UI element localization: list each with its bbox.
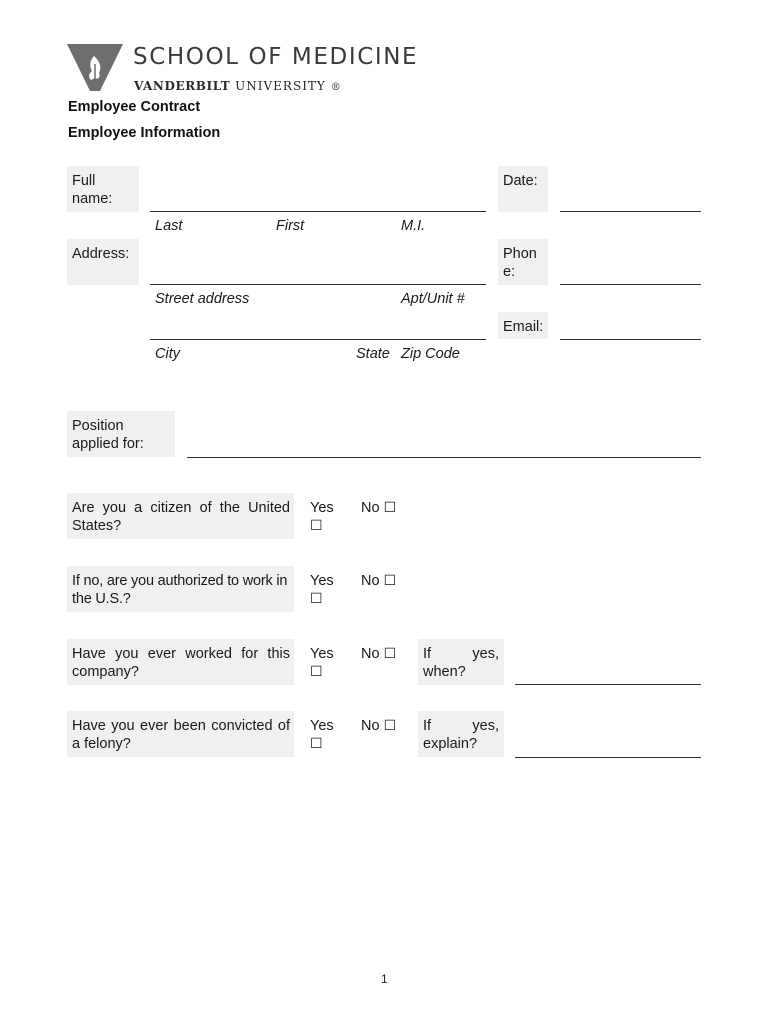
- email-label: Email:: [503, 319, 544, 335]
- yes-checkbox[interactable]: ☐: [310, 518, 323, 534]
- last-name-caption: Last: [155, 218, 183, 234]
- question-authorized-text: If no, are you authorized to work in the U.S.?: [72, 573, 288, 607]
- apt-unit-caption: Apt/Unit #: [401, 291, 465, 307]
- followup-when-label: If yes, when?: [423, 646, 499, 680]
- followup-when-input[interactable]: [515, 684, 701, 685]
- yes-label: Yes: [310, 500, 334, 516]
- no-checkbox[interactable]: ☐: [383, 718, 397, 734]
- yes-label: Yes: [310, 646, 334, 662]
- no-checkbox[interactable]: ☐: [383, 573, 397, 589]
- university-name-rest: UNIVERSITY: [235, 79, 326, 93]
- school-title: SCHOOL OF MEDICINE: [133, 44, 419, 70]
- middle-initial-caption: M.I.: [401, 218, 426, 234]
- yes-label: Yes: [310, 573, 334, 589]
- yes-checkbox[interactable]: ☐: [310, 591, 323, 607]
- phone-input[interactable]: [560, 284, 701, 285]
- city-state-zip-input[interactable]: [150, 339, 486, 340]
- section-title: Employee Information: [68, 125, 221, 141]
- page-number: 1: [381, 972, 388, 986]
- state-caption: State: [356, 346, 390, 362]
- followup-explain-label: If yes, explain?: [423, 718, 499, 752]
- question-citizen-text: Are you a citizen of the United States?: [72, 500, 290, 534]
- full-name-label: Full name:: [72, 173, 113, 207]
- question-worked-yes[interactable]: [310, 645, 346, 681]
- vanderbilt-v-logo: [67, 44, 123, 92]
- university-name: [134, 79, 342, 93]
- yes-checkbox[interactable]: ☐: [310, 664, 323, 680]
- no-checkbox[interactable]: ☐: [383, 646, 397, 662]
- followup-explain-input[interactable]: [515, 757, 701, 758]
- university-name-bold: VANDERBILT: [134, 79, 231, 93]
- question-citizen-yes[interactable]: [310, 499, 346, 535]
- date-label: Date:: [503, 173, 538, 189]
- zip-code-caption: Zip Code: [401, 346, 460, 362]
- phone-label: Phone:: [503, 246, 537, 280]
- street-address-input[interactable]: [150, 284, 486, 285]
- question-worked-no[interactable]: [361, 645, 396, 663]
- question-felony-text: Have you ever been convicted of a felony?: [72, 718, 290, 752]
- question-felony-no[interactable]: [361, 717, 396, 735]
- question-citizen-no[interactable]: [361, 499, 396, 517]
- question-worked-text: Have you ever worked for this company?: [72, 646, 290, 680]
- date-input[interactable]: [560, 211, 701, 212]
- registered-mark: ®: [330, 82, 342, 93]
- city-caption: City: [155, 346, 180, 362]
- first-name-caption: First: [276, 218, 305, 234]
- street-address-caption: Street address: [155, 291, 250, 307]
- position-label: Position applied for:: [72, 418, 144, 452]
- no-label: No: [361, 573, 380, 589]
- address-label: Address:: [72, 246, 130, 262]
- no-checkbox[interactable]: ☐: [383, 500, 397, 516]
- question-felony-yes[interactable]: [310, 717, 346, 753]
- yes-checkbox[interactable]: ☐: [310, 736, 323, 752]
- no-label: No: [361, 500, 380, 516]
- full-name-input[interactable]: [150, 211, 486, 212]
- email-input[interactable]: [560, 339, 701, 340]
- document-title: Employee Contract: [68, 99, 201, 115]
- no-label: No: [361, 646, 380, 662]
- yes-label: Yes: [310, 718, 334, 734]
- no-label: No: [361, 718, 380, 734]
- question-authorized-yes[interactable]: [310, 572, 346, 608]
- position-input[interactable]: [187, 457, 701, 458]
- question-authorized-no[interactable]: [361, 572, 396, 590]
